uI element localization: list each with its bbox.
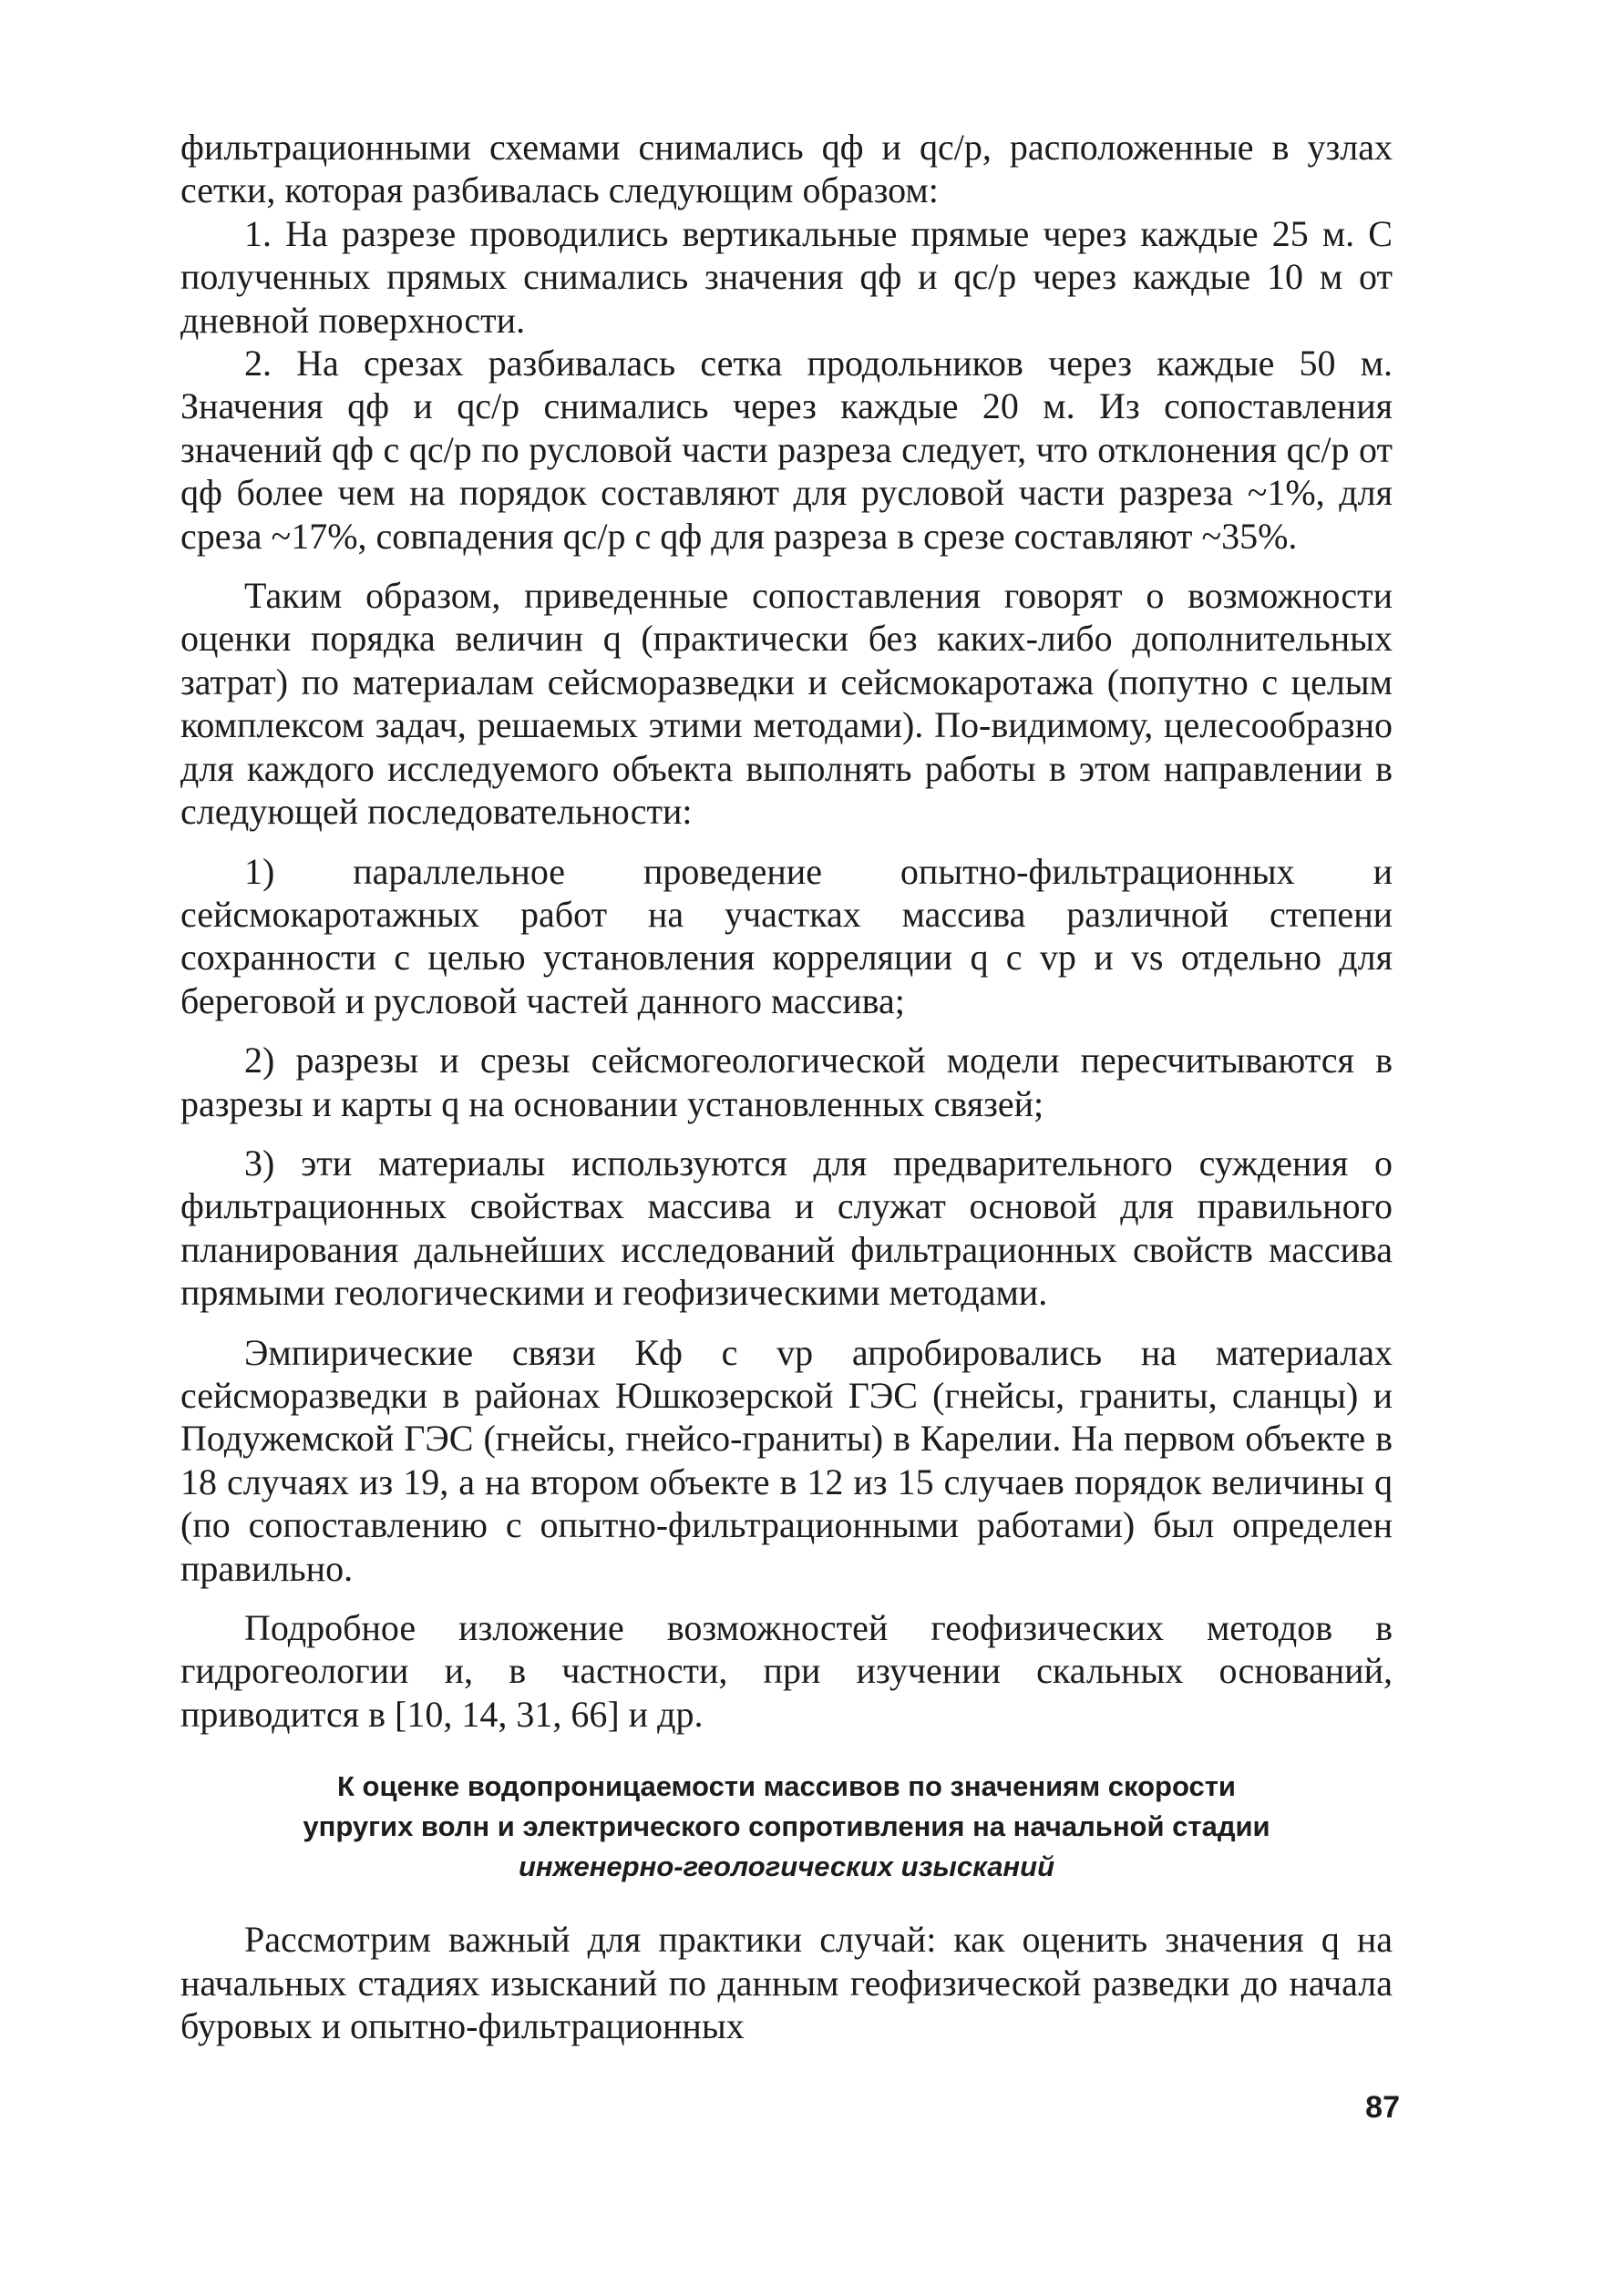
paragraph-empirical-links: Эмпирические связи Кф с vp апробировались на материалах сейсморазведки в районах Юшкозерской ГЭС (гнейсы, граниты, сланцы) и Подужемской ГЭС (гнейсы, гнейсо-граниты) в Карелии. На первом объекте в 18 случаях из 19, а на втором объекте в 12 из 15 случаев порядок величины q (по сопоставлению с опытно-фильтрационными работами) был определен правильно. xyxy=(180,1331,1393,1589)
paragraph-conclusion: Таким образом, приведенные сопоставления говорят о возможности оценки порядка величин q (практически без каких-либо дополнительных затрат) по материалам сейсморазведки и сейсмокаротажа (попутно с целым комплексом задач, решаемых этими методами). По-видимому, целесообразно для каждого исследуемого объекта выполнять работы в этом направлении в следующей последовательности: xyxy=(180,575,1393,833)
page-number: 87 xyxy=(1365,2090,1400,2125)
list-item-1-grid-lines: 1. На разрезе проводились вертикальные прямые через каждые 25 м. С полученных прямых снимались значения qф и qc/p через каждые 10 м от дневной поверхности. xyxy=(180,212,1393,341)
list-item-2-grid-cuts: 2. На срезах разбивалась сетка продольников через каждые 50 м. Значения qф и qc/p снимались через каждые 20 м. Из сопоставления значений qф с qc/p по русловой части разреза следует, что отклонения qc/p от qф более чем на порядок составляют для русловой части разреза ~1%, для среза ~17%, совпадения qc/p с qф для разреза в срезе составляют ~35%. xyxy=(180,343,1393,557)
section-heading-line-2: упругих волн и электрического сопротивления на начальной стадии xyxy=(303,1810,1270,1843)
sequence-item-1: 1) параллельное проведение опытно-фильтрационных и сейсмокаротажных работ на участках массива различной степени сохранности с целью установления корреляции q с vp и vs отдельно для береговой и русловой частей данного массива; xyxy=(180,850,1393,1021)
body-text xyxy=(180,126,1393,2047)
paragraph-references: Подробное изложение возможностей геофизических методов в гидрогеологии и, в частности, при изучении скальных оснований, приводится в [10, 14, 31, 66] и др. xyxy=(180,1607,1393,1735)
sequence-item-2: 2) разрезы и срезы сейсмогеологической модели пересчитываются в разрезы и карты q на основании установленных связей; xyxy=(180,1040,1393,1124)
sequence-item-3: 3) эти материалы используются для предварительного суждения о фильтрационных свойствах массива и служат основой для правильного планирования дальнейших исследований фильтрационных свойств массива прямыми геологическими и геофизическими методами. xyxy=(180,1142,1393,1314)
paragraph-continuation: фильтрационными схемами снимались qф и qc/p, расположенные в узлах сетки, которая разбивалась следующим образом: xyxy=(180,127,1393,211)
paragraph-new-section: Рассмотрим важный для практики случай: как оценить значения q на начальных стадиях изысканий по данным геофизической разведки до начала буровых и опытно-фильтрационных xyxy=(180,1919,1393,2047)
section-heading-line-3: инженерно-геологических изысканий xyxy=(518,1850,1055,1883)
section-heading-line-1: К оценке водопроницаемости массивов по значениям скорости xyxy=(337,1770,1236,1803)
section-heading xyxy=(180,1767,1393,1887)
